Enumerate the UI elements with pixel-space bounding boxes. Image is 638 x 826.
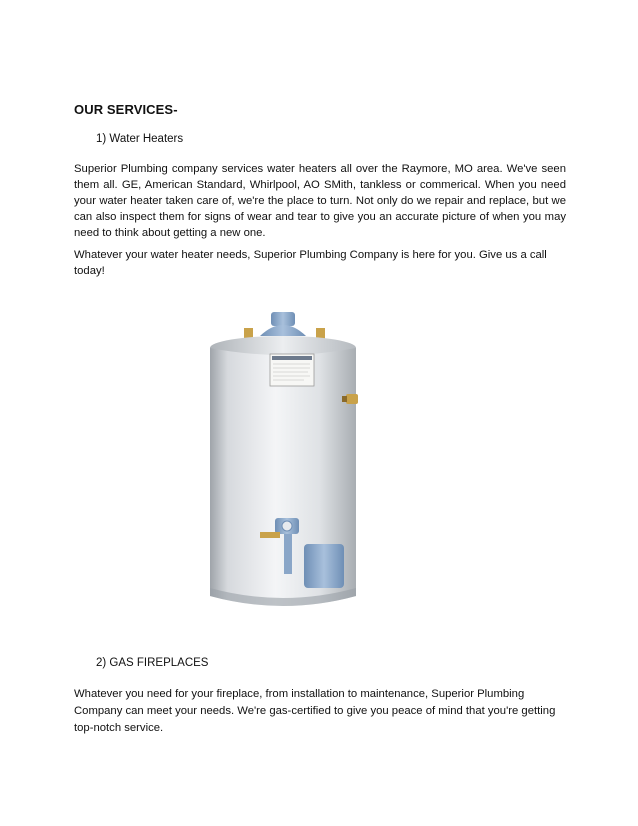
page-heading: OUR SERVICES-: [74, 102, 178, 117]
flue-pipe: [271, 312, 295, 326]
draft-hood: [260, 325, 306, 336]
water-heaters-call-paragraph: Whatever your water heater needs, Superior Plumbing Company is here for you. Give us a call today!: [74, 249, 547, 277]
gas-fireplaces-paragraph: Whatever you need for your fireplace, from installation to maintenance, Superior Plumbing Company can meet your needs. We're gas-certified to give you peace of mind that you're getting top-notch service.: [74, 688, 556, 734]
water-heater-image: [200, 306, 370, 621]
section-title-gas-fireplaces: 2) GAS FIREPLACES: [96, 657, 209, 669]
section-title-water-heaters: 1) Water Heaters: [96, 133, 184, 145]
burner-access-cover: [304, 544, 344, 588]
relief-valve: [346, 394, 358, 404]
water-heaters-paragraph: Superior Plumbing company services water heaters all over the Raymore, MO area. We've seen them all. GE, American Standard, Whirlpool, AO SMith, tankless or commerical. When you need your water heater taken care of, we're the place to turn. Not only do we repair and replace, but we can also inspect them for signs of wear and tear to give you an accurate picture of when you may need to think about getting a new one.: [74, 163, 566, 239]
